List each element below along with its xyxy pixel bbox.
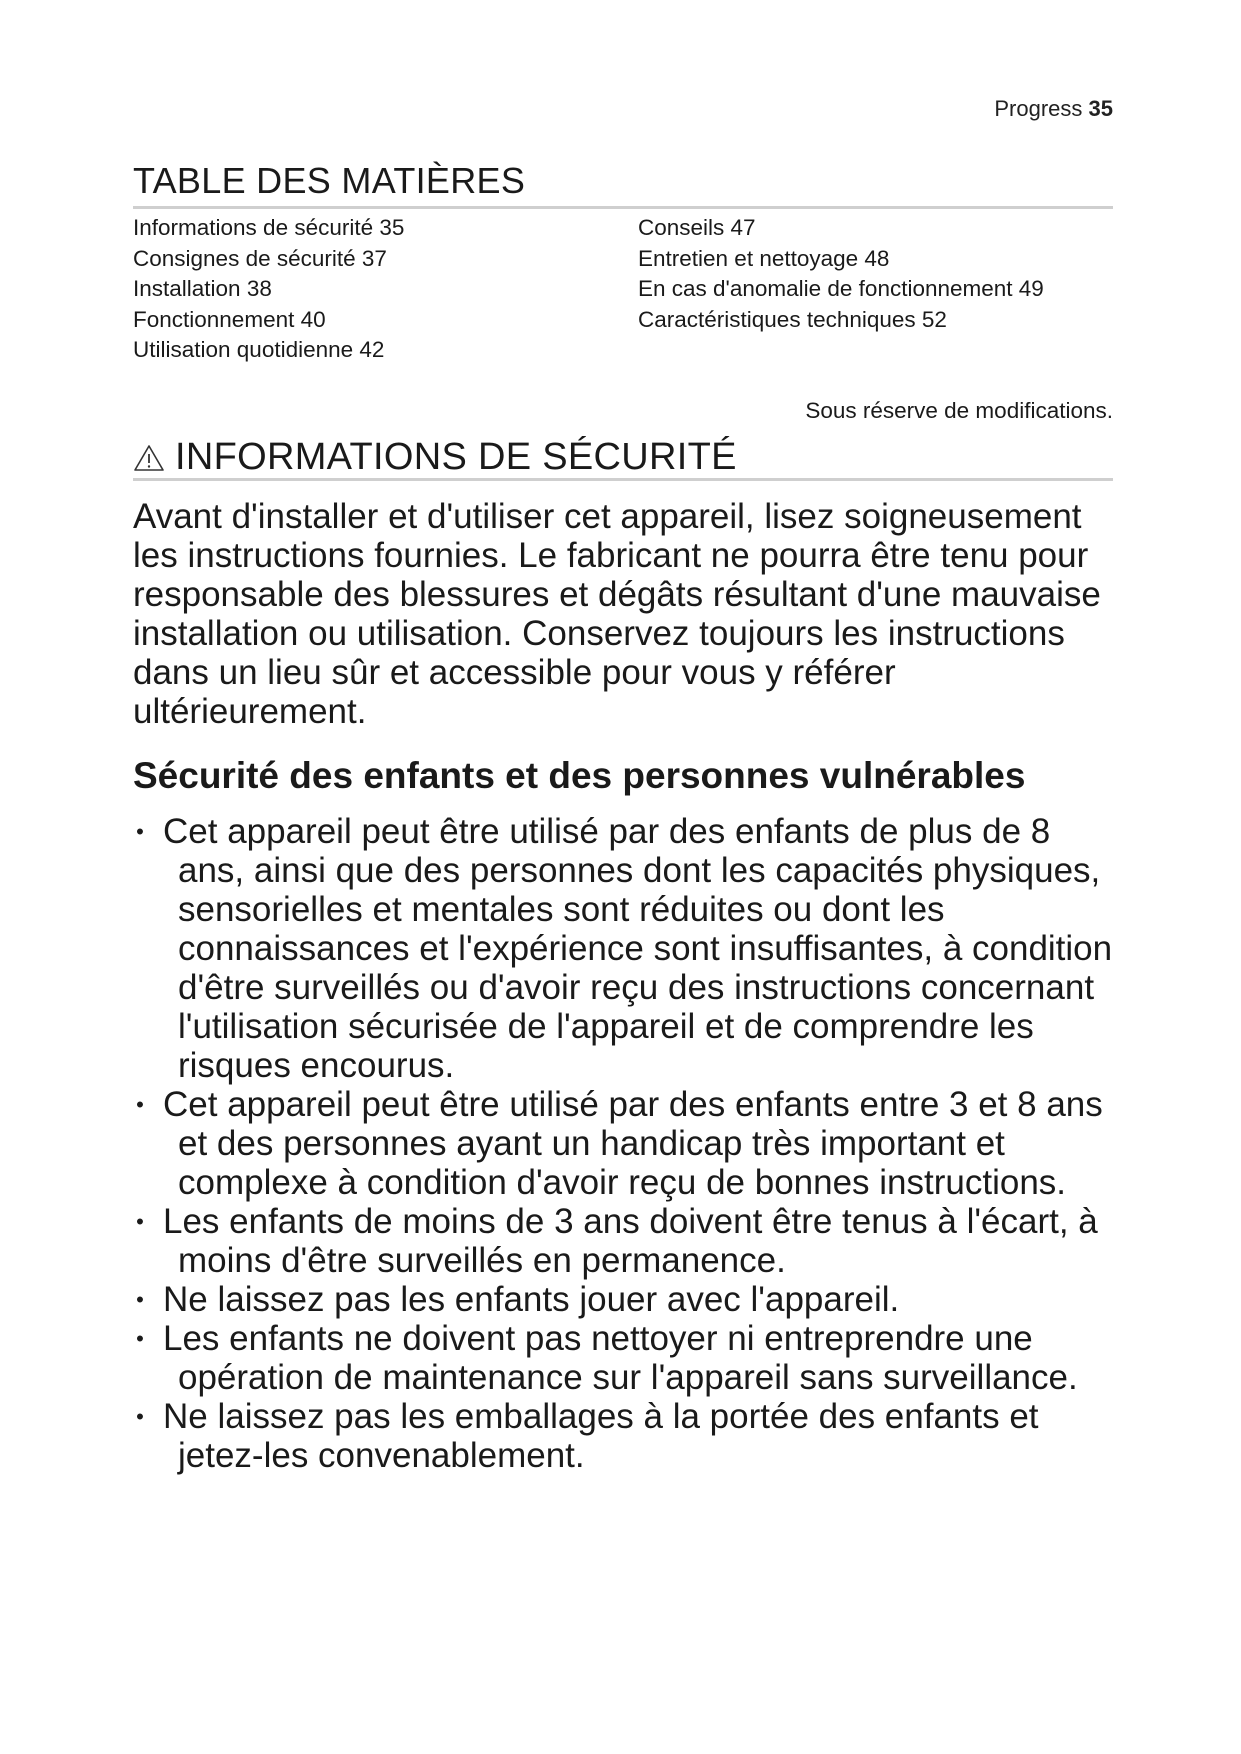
toc-entry: Entretien et nettoyage 48 [638, 245, 890, 271]
bullet-icon: • [136, 819, 144, 844]
bullet-icon: • [136, 1326, 144, 1351]
safety-intro: Avant d'installer et d'utiliser cet appareil, lisez soigneusement les instructions fournies. Le fabricant ne pourra être tenu pour responsable des blessures et dégâts résultant d'une mauvaise installation ou utilisation. Conservez toujours les instructions dans un lieu sûr et accessible pour vous y référer ultérieurement. [133, 497, 1101, 731]
toc-entry: Informations de sécurité 35 [133, 215, 405, 240]
toc-title: TABLE DES MATIÈRES [133, 160, 526, 201]
toc-entry: Caractéristiques techniques 52 [638, 306, 947, 332]
toc-entry: Installation 38 [133, 276, 272, 301]
brand-name: Progress [994, 96, 1083, 121]
safety-title-text: INFORMATIONS DE SÉCURITÉ [175, 436, 737, 478]
toc-left-column [133, 213, 404, 366]
page-header [994, 96, 1113, 122]
warning-triangle-icon [133, 444, 165, 472]
children-safety-subtitle: Sécurité des enfants et des personnes vulnérables [133, 755, 1026, 796]
toc-right-column [638, 213, 1044, 335]
list-item-text: Les enfants de moins de 3 ans doivent être tenus à l'écart, à moins d'être surveillés en permanence. [163, 1202, 1098, 1280]
list-item-text: Cet appareil peut être utilisé par des enfants entre 3 et 8 ans et des personnes ayant un handicap très important et complexe à condition d'avoir reçu de bonnes instructions. [163, 1085, 1103, 1202]
toc-entry: Fonctionnement 40 [133, 306, 326, 332]
children-safety-list [133, 812, 1123, 1475]
list-item [133, 1085, 1123, 1202]
list-item [133, 1397, 1123, 1475]
toc-entry: En cas d'anomalie de fonctionnement 49 [638, 276, 1044, 301]
list-item [133, 812, 1123, 1085]
bullet-icon: • [136, 1209, 144, 1234]
list-item [133, 1280, 1123, 1319]
toc-entry: Conseils 47 [638, 215, 756, 240]
toc-entry: Utilisation quotidienne 42 [133, 337, 385, 362]
bullet-icon: • [136, 1287, 144, 1312]
safety-divider [133, 478, 1113, 481]
safety-section-title [133, 436, 737, 479]
toc-divider [133, 206, 1113, 209]
reserve-note: Sous réserve de modifications. [805, 398, 1113, 423]
list-item-text: Les enfants ne doivent pas nettoyer ni entreprendre une opération de maintenance sur l'appareil sans surveillance. [163, 1319, 1078, 1397]
bullet-icon: • [136, 1404, 144, 1429]
list-item-text: Cet appareil peut être utilisé par des enfants de plus de 8 ans, ainsi que des personnes dont les capacités physiques, sensorielles et mentales sont réduites ou dont les connaissances et l'expérience sont insuffisantes, à condition d'être surveillés ou d'avoir reçu des instructions concernant l'utilisation sécurisée de l'appareil et de comprendre les risques encourus. [163, 812, 1113, 1085]
bullet-icon: • [136, 1092, 144, 1117]
list-item-text: Ne laissez pas les emballages à la portée des enfants et jetez-les convenablement. [163, 1397, 1039, 1475]
list-item-text: Ne laissez pas les enfants jouer avec l'appareil. [163, 1280, 900, 1319]
toc-entry: Consignes de sécurité 37 [133, 245, 387, 271]
page-number: 35 [1088, 96, 1113, 121]
list-item [133, 1319, 1123, 1397]
list-item [133, 1202, 1123, 1280]
